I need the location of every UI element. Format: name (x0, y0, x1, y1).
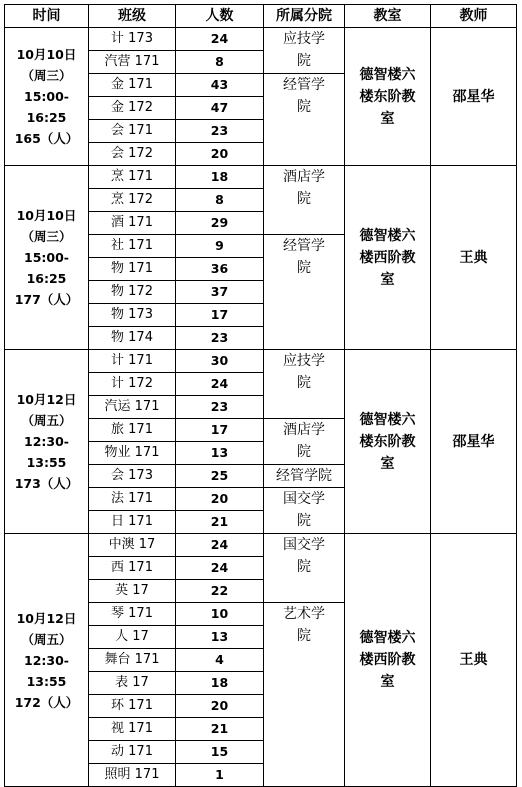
table-row (5, 534, 517, 557)
header-room: 教室 (345, 5, 431, 28)
class-name-cell: 人 17 (89, 626, 176, 649)
session-time-line: 12:30-13:55 (24, 652, 69, 689)
class-name-cell: 环 171 (89, 695, 176, 718)
session-time-line: 10月10日 (16, 208, 77, 223)
table-row (5, 166, 517, 189)
teacher-cell: 邵星华 (431, 28, 517, 166)
student-count-cell: 37 (176, 281, 264, 304)
class-name-cell: 汽运 171 (89, 396, 176, 419)
college-cell: 应技学院 (264, 350, 345, 419)
class-name-cell: 会 173 (89, 465, 176, 488)
class-name-cell: 烹 172 (89, 189, 176, 212)
student-count-cell: 17 (176, 304, 264, 327)
class-name-cell: 法 171 (89, 488, 176, 511)
session-time-line: 173（人） (14, 476, 79, 491)
student-count-cell: 36 (176, 258, 264, 281)
classroom-cell: 德智楼六楼西阶教室 (345, 166, 431, 350)
student-count-cell: 18 (176, 166, 264, 189)
college-cell: 国交学院 (264, 488, 345, 534)
class-name-cell: 视 171 (89, 718, 176, 741)
header-time: 时间 (5, 5, 89, 28)
teacher-cell: 王典 (431, 166, 517, 350)
student-count-cell: 23 (176, 327, 264, 350)
student-count-cell: 47 (176, 97, 264, 120)
class-name-cell: 计 171 (89, 350, 176, 373)
session-time-line: 177（人） (14, 292, 79, 307)
class-name-cell: 物 174 (89, 327, 176, 350)
student-count-cell: 18 (176, 672, 264, 695)
college-cell: 经管学院 (264, 235, 345, 350)
session-time-cell (5, 166, 89, 350)
class-name-cell: 照明 171 (89, 764, 176, 787)
student-count-cell: 9 (176, 235, 264, 258)
student-count-cell: 30 (176, 350, 264, 373)
class-name-cell: 烹 171 (89, 166, 176, 189)
student-count-cell: 24 (176, 28, 264, 51)
student-count-cell: 15 (176, 741, 264, 764)
session-time-line: 165（人） (14, 131, 79, 146)
header-teacher: 教师 (431, 5, 517, 28)
class-name-cell: 物 172 (89, 281, 176, 304)
student-count-cell: 29 (176, 212, 264, 235)
college-cell: 酒店学院 (264, 419, 345, 465)
student-count-cell: 20 (176, 488, 264, 511)
session-time-line: （周三） (21, 68, 72, 83)
session-time-line: 172（人） (14, 694, 79, 710)
student-count-cell: 21 (176, 718, 264, 741)
class-name-cell: 物 173 (89, 304, 176, 327)
student-count-cell: 8 (176, 189, 264, 212)
session-time-cell (5, 534, 89, 787)
session-time-line: 15:00-16:25 (24, 250, 69, 286)
classroom-cell: 德智楼六楼东阶教室 (345, 350, 431, 534)
classroom-cell: 德智楼六楼西阶教室 (345, 534, 431, 787)
class-name-cell: 计 172 (89, 373, 176, 396)
student-count-cell: 24 (176, 557, 264, 580)
student-count-cell: 25 (176, 465, 264, 488)
class-name-cell: 汽营 171 (89, 51, 176, 74)
session-time-cell (5, 350, 89, 534)
header-count: 人数 (176, 5, 264, 28)
header-college: 所属分院 (264, 5, 345, 28)
class-name-cell: 社 171 (89, 235, 176, 258)
class-name-cell: 中澳 17 (89, 534, 176, 557)
student-count-cell: 17 (176, 419, 264, 442)
session-time-line: （周五） (21, 631, 72, 647)
class-name-cell: 表 17 (89, 672, 176, 695)
header-row (5, 5, 517, 28)
table-body (5, 28, 517, 787)
student-count-cell: 4 (176, 649, 264, 672)
class-name-cell: 金 172 (89, 97, 176, 120)
class-name-cell: 会 171 (89, 120, 176, 143)
student-count-cell: 23 (176, 120, 264, 143)
student-count-cell: 23 (176, 396, 264, 419)
table-row (5, 350, 517, 373)
session-time-line: （周三） (21, 229, 72, 244)
student-count-cell: 24 (176, 373, 264, 396)
student-count-cell: 13 (176, 626, 264, 649)
session-time-line: 15:00-16:25 (24, 89, 69, 125)
class-name-cell: 物 171 (89, 258, 176, 281)
student-count-cell: 20 (176, 695, 264, 718)
session-time-line: 10月12日 (16, 392, 77, 407)
class-name-cell: 旅 171 (89, 419, 176, 442)
college-cell: 酒店学院 (264, 166, 345, 235)
student-count-cell: 10 (176, 603, 264, 626)
student-count-cell: 1 (176, 764, 264, 787)
college-cell: 艺术学院 (264, 603, 345, 787)
class-name-cell: 酒 171 (89, 212, 176, 235)
student-count-cell: 21 (176, 511, 264, 534)
student-count-cell: 20 (176, 143, 264, 166)
college-cell: 应技学院 (264, 28, 345, 74)
class-name-cell: 日 171 (89, 511, 176, 534)
session-time-line: 10月12日 (16, 610, 77, 626)
class-name-cell: 西 171 (89, 557, 176, 580)
college-cell: 国交学院 (264, 534, 345, 603)
class-name-cell: 动 171 (89, 741, 176, 764)
session-time-line: 10月10日 (16, 47, 77, 62)
student-count-cell: 22 (176, 580, 264, 603)
college-cell: 经管学院 (264, 465, 345, 488)
session-time-line: （周五） (21, 413, 72, 428)
student-count-cell: 8 (176, 51, 264, 74)
class-name-cell: 英 17 (89, 580, 176, 603)
college-cell: 经管学院 (264, 74, 345, 166)
teacher-cell: 邵星华 (431, 350, 517, 534)
class-name-cell: 舞台 171 (89, 649, 176, 672)
header-class: 班级 (89, 5, 176, 28)
classroom-cell: 德智楼六楼东阶教室 (345, 28, 431, 166)
student-count-cell: 13 (176, 442, 264, 465)
schedule-table (4, 4, 517, 787)
session-time-line: 12:30-13:55 (24, 434, 69, 470)
teacher-cell: 王典 (431, 534, 517, 787)
class-name-cell: 琴 171 (89, 603, 176, 626)
class-name-cell: 会 172 (89, 143, 176, 166)
student-count-cell: 43 (176, 74, 264, 97)
class-name-cell: 金 171 (89, 74, 176, 97)
table-row (5, 28, 517, 51)
student-count-cell: 24 (176, 534, 264, 557)
session-time-cell (5, 28, 89, 166)
class-name-cell: 计 173 (89, 28, 176, 51)
class-name-cell: 物业 171 (89, 442, 176, 465)
